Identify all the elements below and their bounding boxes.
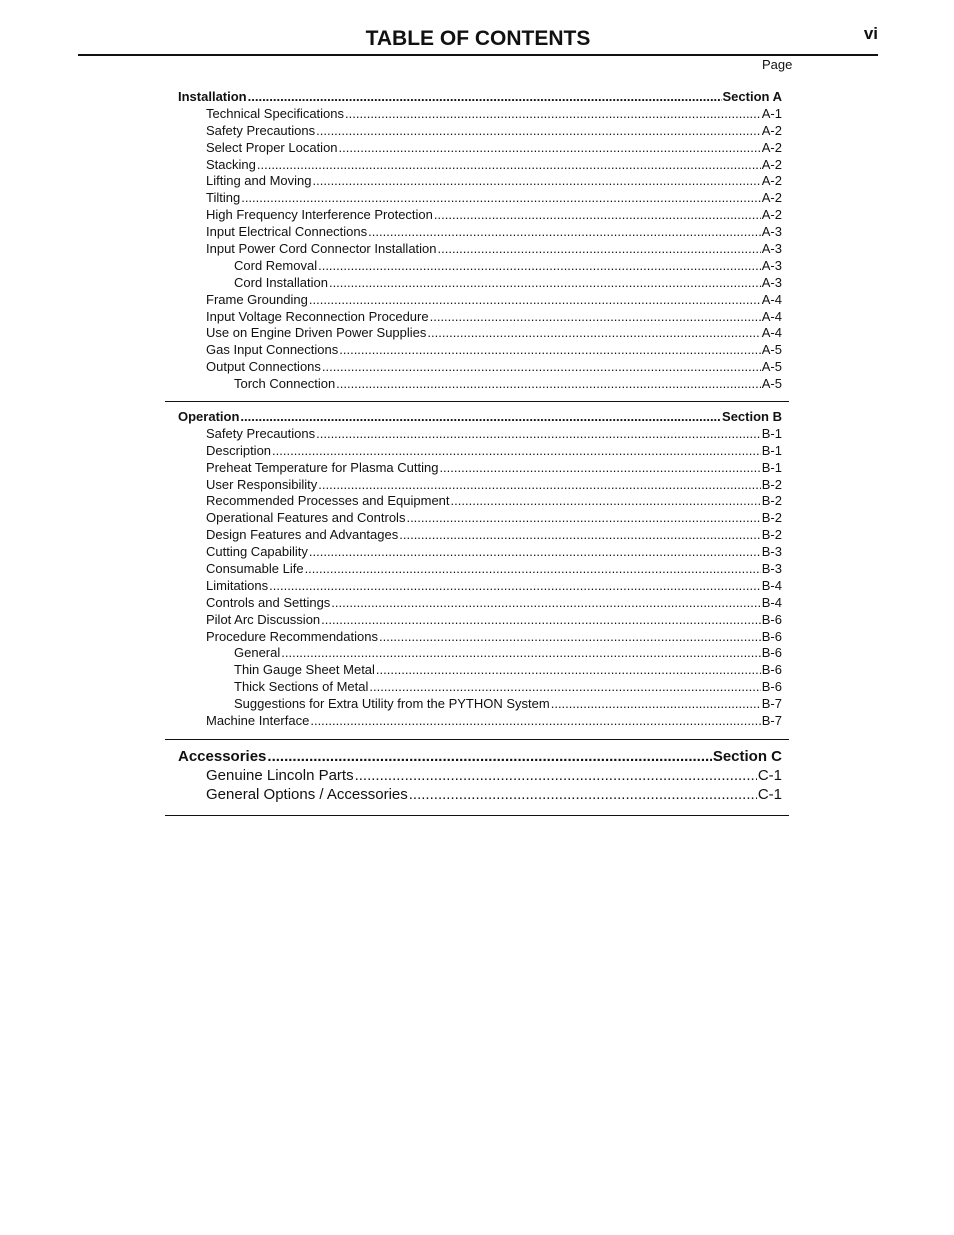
toc-entry[interactable] [178, 207, 782, 224]
toc-entry[interactable] [178, 123, 782, 140]
toc-entry[interactable] [178, 241, 782, 258]
dot-leader [272, 443, 761, 460]
dot-leader [336, 376, 761, 393]
toc-entry-title: Cutting Capability [206, 544, 308, 560]
toc-entry[interactable] [178, 325, 782, 342]
toc-entry-page: B-7 [761, 713, 782, 729]
dot-leader [329, 275, 761, 292]
dot-leader [321, 612, 761, 629]
toc-entry[interactable] [178, 785, 782, 804]
dot-leader [310, 713, 760, 730]
toc-section-accessories [178, 747, 782, 804]
dot-leader [331, 595, 760, 612]
toc-entry-title: Technical Specifications [206, 105, 345, 121]
dot-leader [434, 207, 761, 224]
toc-entry-title: Procedure Recommendations [206, 628, 378, 644]
dot-leader [318, 477, 761, 494]
toc-entry-title: Limitations [206, 577, 269, 593]
dot-leader [305, 561, 761, 578]
dot-leader [379, 629, 761, 646]
toc-entry[interactable] [178, 493, 782, 510]
toc-entry-page: B-6 [761, 611, 782, 627]
dot-leader [345, 106, 761, 123]
toc-entry[interactable] [178, 766, 782, 785]
toc-entry-page: B-2 [761, 493, 782, 509]
dot-leader [368, 224, 761, 241]
dot-leader [430, 309, 761, 326]
dot-leader [241, 190, 761, 207]
dot-leader [309, 544, 761, 561]
toc-entry-page: B-3 [761, 544, 782, 560]
toc-entry[interactable] [178, 460, 782, 477]
toc-entry-title: Suggestions for Extra Utility from the PYTHON System [234, 696, 550, 712]
dot-leader [339, 140, 761, 157]
toc-entry[interactable] [178, 662, 782, 679]
toc-entry-title: Safety Precautions [206, 425, 316, 441]
toc-entry-page: B-6 [761, 679, 782, 695]
toc-entry-page: A-5 [761, 359, 782, 375]
toc-entry[interactable] [178, 612, 782, 629]
dot-leader [369, 679, 760, 696]
toc-entry-page: B-3 [761, 561, 782, 577]
dot-leader [267, 747, 711, 766]
toc-entry-title: Safety Precautions [206, 122, 316, 138]
toc-entry-page: B-6 [761, 628, 782, 644]
dot-leader [318, 258, 761, 275]
toc-entry[interactable] [178, 679, 782, 696]
toc-entry[interactable] [178, 645, 782, 662]
toc-entry-page: A-1 [761, 105, 782, 121]
toc-entry-title: Controls and Settings [206, 594, 331, 610]
dot-leader [355, 766, 757, 785]
toc-entry-page: B-4 [761, 577, 782, 593]
toc-entry[interactable] [178, 477, 782, 494]
toc-entry-title: Input Electrical Connections [206, 224, 368, 240]
toc-entry-title: Lifting and Moving [206, 173, 312, 189]
toc-entry[interactable] [178, 106, 782, 123]
dot-leader [409, 785, 757, 804]
toc-entry-title: Accessories [178, 748, 267, 765]
toc-section-operation [178, 409, 782, 730]
toc-entry-page: B-1 [761, 425, 782, 441]
toc-section-installation [178, 89, 782, 393]
toc-entry[interactable] [178, 173, 782, 190]
toc-entry-title: General [234, 645, 281, 661]
page-column-label: Page [762, 57, 793, 72]
section-divider [165, 815, 789, 816]
toc-entry-title: Input Voltage Reconnection Procedure [206, 308, 429, 324]
toc-entry-page: B-1 [761, 459, 782, 475]
dot-leader [313, 173, 761, 190]
toc-entry[interactable] [178, 696, 782, 713]
dot-leader [439, 460, 760, 477]
toc-entry-title: Cord Removal [234, 257, 318, 273]
toc-entry-page: C-1 [757, 767, 782, 784]
toc-entry-page: A-2 [761, 139, 782, 155]
toc-entry[interactable] [178, 578, 782, 595]
toc-entry-page: Section C [712, 748, 782, 765]
toc-entry-page: B-7 [761, 696, 782, 712]
toc-entry-page: B-6 [761, 662, 782, 678]
toc-entry-title: Thin Gauge Sheet Metal [234, 662, 375, 678]
dot-leader [240, 409, 721, 426]
toc-entry-page: A-3 [761, 241, 782, 257]
dot-leader [451, 493, 761, 510]
toc-entry-page: A-4 [761, 308, 782, 324]
toc-entry-title: Gas Input Connections [206, 342, 339, 358]
toc-entry[interactable] [178, 342, 782, 359]
toc-entry[interactable] [178, 561, 782, 578]
dot-leader [322, 359, 761, 376]
toc-entry-page: A-5 [761, 376, 782, 392]
toc-entry[interactable] [178, 629, 782, 646]
toc-entry-page: Section A [722, 89, 782, 104]
dot-leader [399, 527, 761, 544]
toc-entry-page: A-2 [761, 207, 782, 223]
dot-leader [257, 157, 761, 174]
dot-leader [339, 342, 761, 359]
toc-entry-title: Cord Installation [234, 274, 328, 290]
dot-leader [376, 662, 761, 679]
toc-entry-page: A-4 [761, 291, 782, 307]
toc-entry-title: Stacking [206, 156, 256, 172]
toc-entry-page: A-3 [761, 274, 782, 290]
toc-entry-page: A-2 [761, 122, 782, 138]
section-divider [165, 739, 789, 740]
toc-entry-title: Tilting [206, 190, 241, 206]
page-title: TABLE OF CONTENTS [365, 27, 591, 50]
dot-leader [248, 89, 722, 106]
toc-entry-title: Design Features and Advantages [206, 527, 399, 543]
toc-entry-title: Pilot Arc Discussion [206, 611, 321, 627]
page-header [78, 26, 878, 56]
toc-entry-title: Input Power Cord Connector Installation [206, 241, 437, 257]
toc-entry-title: Thick Sections of Metal [234, 679, 369, 695]
toc-entry-title: Recommended Processes and Equipment [206, 493, 450, 509]
dot-leader [316, 426, 761, 443]
toc-entry-page: A-2 [761, 173, 782, 189]
toc-entry-title: Genuine Lincoln Parts [206, 767, 354, 784]
toc-entry[interactable] [178, 190, 782, 207]
toc-entry[interactable] [178, 258, 782, 275]
dot-leader [281, 645, 761, 662]
section-divider [165, 401, 789, 402]
toc-entry-page: Section B [722, 409, 782, 424]
toc-entry-page: A-3 [761, 257, 782, 273]
toc-entry-page: B-4 [761, 594, 782, 610]
toc-entry-title: Preheat Temperature for Plasma Cutting [206, 459, 439, 475]
toc-entry[interactable] [178, 595, 782, 612]
toc-entry[interactable] [178, 275, 782, 292]
toc-entry-page: A-2 [761, 190, 782, 206]
toc-entry-title: Frame Grounding [206, 291, 308, 307]
toc-entry[interactable] [178, 140, 782, 157]
toc-entry-page: A-5 [761, 342, 782, 358]
toc-entry[interactable] [178, 426, 782, 443]
toc-entry-title: Installation [178, 89, 247, 104]
toc-entry-title: General Options / Accessories [206, 786, 408, 803]
toc-entry[interactable] [178, 292, 782, 309]
dot-leader [309, 292, 761, 309]
toc-entry-title: High Frequency Interference Protection [206, 207, 433, 223]
toc-entry-page: A-4 [761, 325, 782, 341]
dot-leader [427, 325, 760, 342]
toc-entry-title: User Responsibility [206, 476, 318, 492]
toc-entry[interactable] [178, 376, 782, 393]
toc-entry-page: B-2 [761, 527, 782, 543]
toc-entry[interactable] [178, 309, 782, 326]
page-number: vi [863, 24, 878, 43]
dot-leader [269, 578, 761, 595]
dot-leader [406, 510, 760, 527]
toc-entry[interactable] [178, 157, 782, 174]
toc-entry[interactable] [178, 713, 782, 730]
toc-entry-title: Operation [178, 409, 240, 424]
toc-entry[interactable] [178, 224, 782, 241]
toc-section-heading[interactable] [178, 747, 782, 766]
toc-entry[interactable] [178, 510, 782, 527]
toc-entry[interactable] [178, 527, 782, 544]
toc-entry-title: Torch Connection [234, 376, 336, 392]
toc-entry-title: Description [206, 442, 272, 458]
toc-section-heading[interactable] [178, 409, 782, 426]
toc-entry-title: Consumable Life [206, 561, 304, 577]
dot-leader [438, 241, 761, 258]
dot-leader [316, 123, 761, 140]
dot-leader [551, 696, 761, 713]
toc-entry-page: B-6 [761, 645, 782, 661]
toc-entry-page: B-2 [761, 510, 782, 526]
toc-entry[interactable] [178, 443, 782, 460]
toc-entry-title: Machine Interface [206, 713, 310, 729]
toc-entry-page: B-1 [761, 442, 782, 458]
toc-entry-title: Select Proper Location [206, 139, 338, 155]
toc-entry[interactable] [178, 544, 782, 561]
toc-entry-page: C-1 [757, 786, 782, 803]
toc-section-heading[interactable] [178, 89, 782, 106]
toc-entry[interactable] [178, 359, 782, 376]
toc-entry-page: A-3 [761, 224, 782, 240]
toc-entry-title: Output Connections [206, 359, 321, 375]
toc-entry-page: A-2 [761, 156, 782, 172]
toc-entry-title: Operational Features and Controls [206, 510, 406, 526]
toc-entry-page: B-2 [761, 476, 782, 492]
toc-entry-title: Use on Engine Driven Power Supplies [206, 325, 427, 341]
